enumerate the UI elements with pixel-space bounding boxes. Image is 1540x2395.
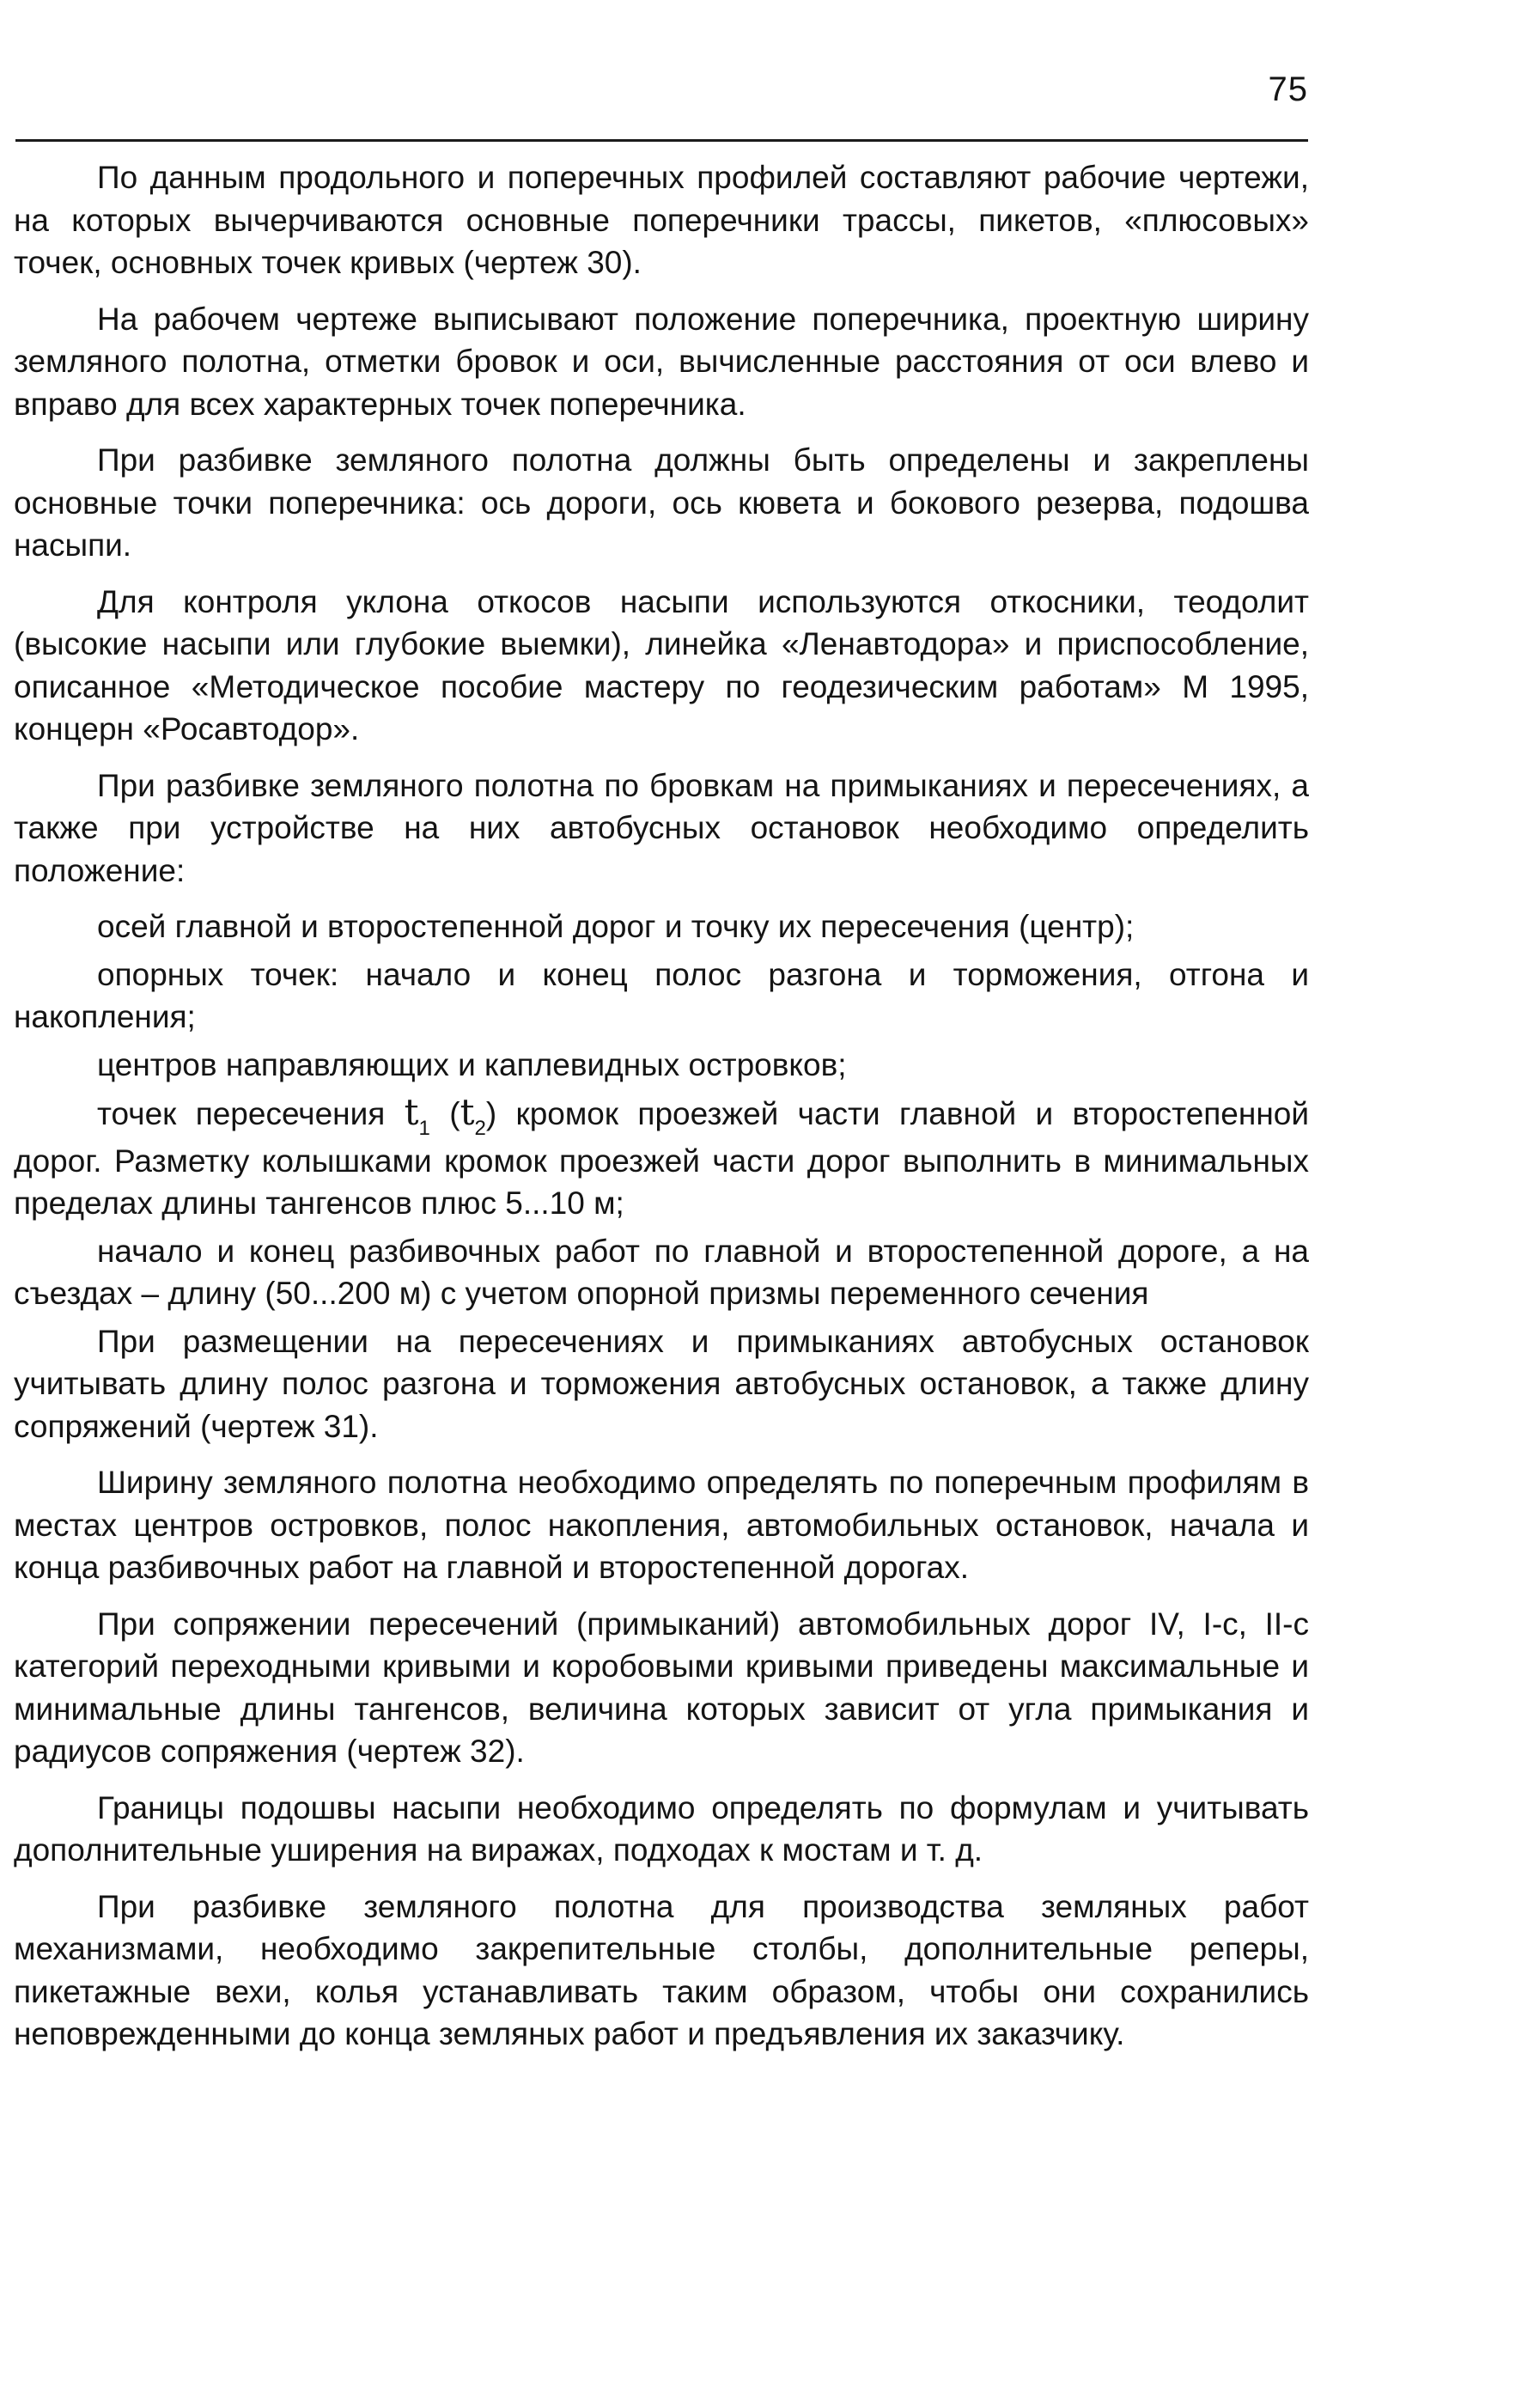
list-item-work-limits: начало и конец разбивочных работ по главной и второстепенной дороге, а на съездах – длину (50...200 м) с учетом опорной призмы переменного сечения: [14, 1233, 1309, 1311]
header-rule: [15, 139, 1308, 142]
paren-close: ): [485, 1096, 497, 1131]
paragraph-7: Ширину земляного полотна необходимо определять по поперечным профилям в местах центров островков, полос накопления, автомобильных остановок, начала и конца разбивочных работ на главной и второстепенной дорогах.: [14, 1465, 1309, 1585]
item4-before: точек пересечения: [97, 1096, 405, 1131]
list-item-intersection-points: [14, 1091, 1309, 1225]
paren-open: (: [429, 1096, 460, 1131]
paragraph-4: Для контроля уклона откосов насыпи используются откосники, теодолит (высокие насыпи или глубокие выемки), линейка «Ленавтодора» и приспособление, описанное «Методическое пособие мастеру по геодезическим работам» М 1995, концерн «Росавтодор».: [14, 583, 1309, 747]
list-item-axes: осей главной и второстепенной дорог и точку их пересечения (центр);: [97, 909, 1135, 944]
subscript-1: 1: [418, 1117, 430, 1140]
t-variable-2: t: [460, 1091, 475, 1133]
paragraph-10: При разбивке земляного полотна для производства земляных работ механизмами, необходимо закрепительные столбы, дополнительные реперы, пикетажные вехи, колья устанавливать таким образом, чтобы они сохранились неповрежденными до конца земляных работ и предъявления их заказчику.: [14, 1888, 1309, 2051]
list-item-island-centers: центров направляющих и каплевидных островков;: [97, 1046, 847, 1082]
subscript-2: 2: [474, 1117, 486, 1140]
item4-after: кромок проезжей части главной и второстепенной дорог. Разметку колышками кромок проезжей части дорог выполнить в минимальных пределах длины тангенсов плюс 5...10 м;: [14, 1096, 1310, 1221]
paragraph-6: При размещении на пересечениях и примыканиях автобусных остановок учитывать длину полос разгона и торможения автобусных остановок, а также длину сопряжений (чертеж 31).: [14, 1323, 1309, 1444]
paragraph-8: При сопряжении пересечений (примыканий) автомобильных дорог IV, I-с, II-с категорий переходными кривыми и коробовыми кривыми приведены максимальные и минимальные длины тангенсов, величина которых зависит от угла примыкания и радиусов сопряжения (чертеж 32).: [14, 1606, 1309, 1769]
t-variable-1: t: [404, 1091, 419, 1133]
body-text: [14, 156, 1309, 2069]
paragraph-1: По данным продольного и поперечных профилей составляют рабочие чертежи, на которых вычерчиваются основные поперечники трассы, пикетов, «плюсовых» точек, основных точек кривых (чертеж 30).: [14, 160, 1309, 280]
list-item-reference-points: опорных точек: начало и конец полос разгона и торможения, отгона и накопления;: [14, 956, 1309, 1034]
paragraph-9: Границы подошвы насыпи необходимо определять по формулам и учитывать дополнительные уширения на виражах, подходах к мостам и т. д.: [14, 1789, 1309, 1868]
paragraph-2: На рабочем чертеже выписывают положение поперечника, проектную ширину земляного полотна, отметки бровок и оси, вычисленные расстояния от оси влево и вправо для всех характерных точек поперечника.: [14, 301, 1309, 422]
paragraph-5: При разбивке земляного полотна по бровкам на примыканиях и пересечениях, а также при устройстве на них автобусных остановок необходимо определить положение:: [14, 767, 1309, 888]
page-number: 75: [1268, 70, 1308, 108]
paragraph-3: При разбивке земляного полотна должны быть определены и закреплены основные точки поперечника: ось дороги, ось кювета и бокового резерва, подошва насыпи.: [14, 442, 1309, 563]
